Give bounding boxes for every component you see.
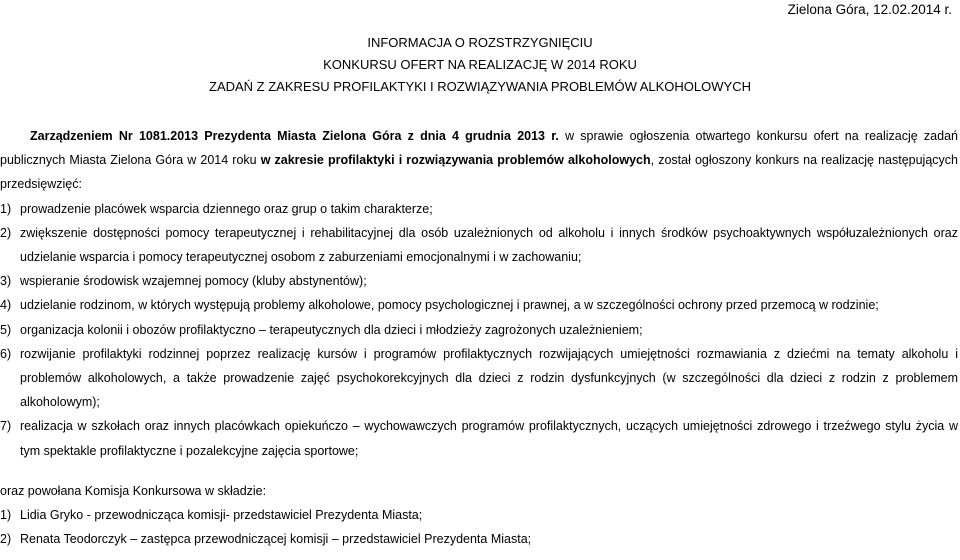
section-spacer [0, 463, 958, 479]
task-text: prowadzenie placówek wsparcia dziennego oraz grup o takim charakterze; [20, 201, 433, 216]
task-item-5 [0, 318, 958, 342]
intro-text-part-2: , został ogłoszony konkurs na realizację następujących przedsięwzięć: [0, 153, 958, 192]
document-date: Zielona Góra, 12.02.2014 r. [787, 2, 952, 17]
member-text: Lidia Gryko - przewodnicząca komisji- przedstawiciel Prezydenta Miasta; [20, 508, 423, 523]
document-title-line-2: KONKURSU OFERT NA REALIZACJĘ W 2014 ROKU [323, 57, 637, 72]
task-number: 1) [0, 201, 12, 216]
task-text: rozwijanie profilaktyki rodzinnej poprzez realizację kursów i programów profilaktycznych rozwijających umiejętności rozmawiania z dziećmi na tematy alkoholu i problemów alkoholowych, a także prowadzenie zajęć psychokorekcyjnych dla dzieci z rodzin dysfunkcyjnych (w szczególności dla dzieci z rodzin z problemem alkoholowym); [20, 346, 958, 410]
task-text: udzielanie rodzinom, w których występują problemy alkoholowe, pomocy psychologicznej i prawnej, a w szczególności ochrony przed przemocą w rodzinie; [20, 298, 879, 313]
task-item-6 [0, 342, 958, 415]
member-number: 1) [0, 508, 12, 523]
task-text: organizacja kolonii i obozów profilaktyczno – terapeutycznych dla dzieci i młodzieży zagrożonych uzależnieniem; [20, 322, 643, 337]
task-item-3 [0, 269, 958, 293]
task-text: zwiększenie dostępności pomocy terapeutycznej i rehabilitacyjnej dla osób uzależnionych od alkoholu i innych środków psychoaktywnych współuzależnionych oraz udzielanie wsparcia i pomocy terapeutycznej osobom z zaburzeniami emocjonalnymi i w zachowaniu; [20, 225, 958, 265]
task-number: 7) [0, 419, 12, 434]
task-number: 4) [0, 298, 12, 313]
document-title-line-3: ZADAŃ Z ZAKRESU PROFILAKTYKI I ROZWIĄZYWANIA PROBLEMÓW ALKOHOLOWYCH [209, 79, 751, 94]
task-number: 2) [0, 225, 12, 240]
task-item-2 [0, 221, 958, 269]
intro-paragraph [0, 124, 958, 197]
task-item-7 [0, 414, 958, 462]
commission-intro: oraz powołana Komisja Konkursowa w składzie: [0, 483, 267, 498]
commission-member-1 [0, 503, 958, 527]
intro-text-part-1: w sprawie ogłoszenia otwartego konkursu ofert na realizację zadań publicznych Miasta Zielona Góra w 2014 roku [0, 129, 958, 168]
document-title-line-1: INFORMACJA O ROZSTRZYGNIĘCIU [367, 35, 593, 50]
task-text: wspieranie środowisk wzajemnej pomocy (kluby abstynentów); [20, 274, 367, 289]
task-text: realizacja w szkołach oraz innych placówkach opiekuńczo – wychowawczych programów profilaktycznych, uczących umiejętności zdrowego i trzeźwego stylu życia w tym spektakle profilaktyczne i pozalekcyjne zajęcia sportowe; [20, 419, 958, 458]
task-item-4 [0, 293, 958, 317]
task-number: 6) [0, 346, 12, 361]
task-number: 3) [0, 274, 12, 289]
intro-scope-bold: w zakresie profilaktyki i rozwiązywania problemów alkoholowych [260, 153, 651, 168]
member-number: 2) [0, 532, 12, 547]
task-item-1 [0, 197, 958, 221]
document-body [0, 124, 958, 551]
member-text: Renata Teodorczyk – zastępca przewodniczącej komisji – przedstawiciel Prezydenta Miasta; [20, 532, 532, 547]
commission-member-2 [0, 527, 958, 551]
ordinance-reference: Zarządzeniem Nr 1081.2013 Prezydenta Miasta Zielona Góra z dnia 4 grudnia 2013 r. [30, 129, 559, 143]
task-number: 5) [0, 322, 12, 337]
